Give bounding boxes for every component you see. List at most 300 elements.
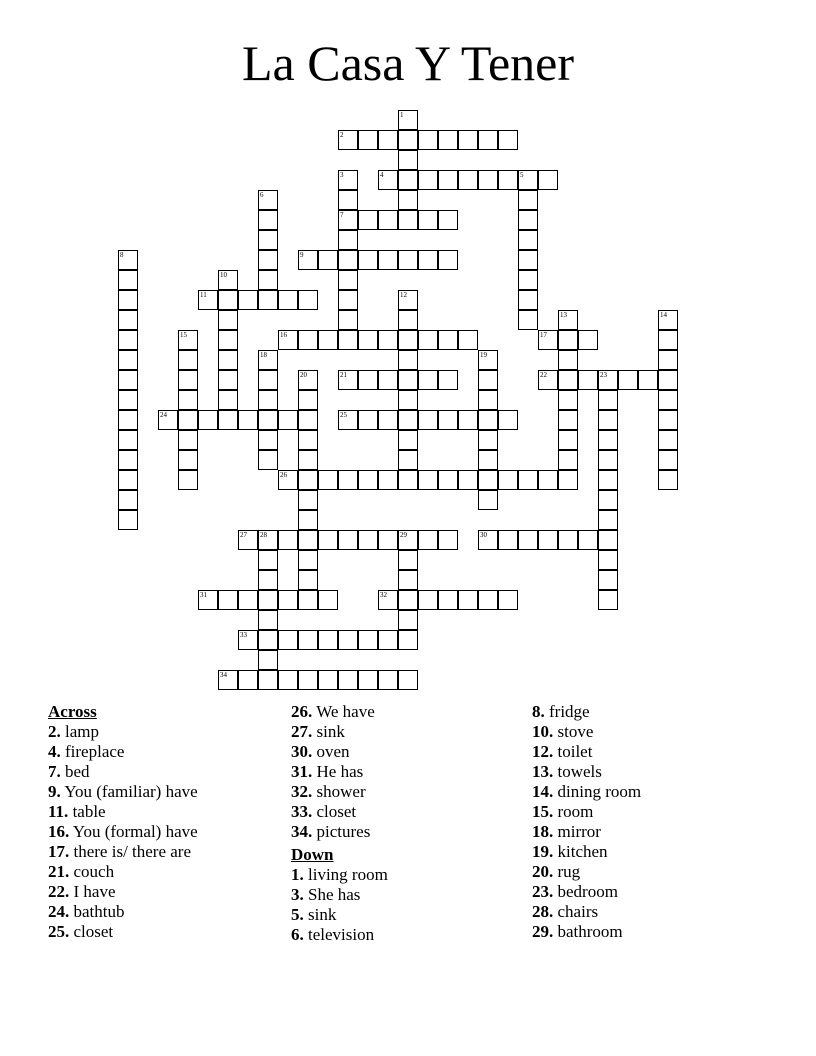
grid-cell[interactable] — [258, 390, 278, 410]
grid-cell[interactable] — [458, 410, 478, 430]
grid-cell[interactable] — [258, 270, 278, 290]
grid-cell[interactable] — [298, 470, 318, 490]
clue-number: 25 — [340, 411, 347, 419]
clue-number: 34 — [220, 671, 227, 679]
grid-cell[interactable] — [358, 530, 378, 550]
grid-cell[interactable] — [358, 410, 378, 430]
grid-cell[interactable] — [258, 530, 278, 550]
grid-cell[interactable] — [298, 490, 318, 510]
grid-cell[interactable] — [598, 530, 618, 550]
grid-cell[interactable] — [458, 330, 478, 350]
grid-cell[interactable] — [338, 410, 358, 430]
clue-number-label: 29. — [532, 922, 554, 941]
grid-cell[interactable] — [298, 330, 318, 350]
grid-cell[interactable] — [398, 550, 418, 570]
grid-cell[interactable] — [258, 190, 278, 210]
grid-cell[interactable] — [118, 290, 138, 310]
grid-cell[interactable] — [378, 530, 398, 550]
grid-cell[interactable] — [258, 290, 278, 310]
grid-cell[interactable] — [298, 450, 318, 470]
clue-number: 9 — [300, 251, 304, 259]
grid-cell[interactable] — [498, 410, 518, 430]
grid-cell[interactable] — [118, 370, 138, 390]
grid-cell[interactable] — [278, 330, 298, 350]
clue-number-label: 25. — [48, 922, 70, 941]
grid-cell[interactable] — [398, 250, 418, 270]
grid-cell[interactable] — [518, 270, 538, 290]
grid-cell[interactable] — [438, 330, 458, 350]
grid-cell[interactable] — [338, 290, 358, 310]
grid-cell[interactable] — [258, 650, 278, 670]
grid-cell[interactable] — [518, 310, 538, 330]
grid-cell[interactable] — [398, 670, 418, 690]
grid-cell[interactable] — [118, 250, 138, 270]
grid-cell[interactable] — [218, 310, 238, 330]
grid-cell[interactable] — [198, 590, 218, 610]
grid-cell[interactable] — [118, 490, 138, 510]
grid-cell[interactable] — [558, 410, 578, 430]
grid-cell[interactable] — [598, 370, 618, 390]
clue-text: stove — [553, 722, 594, 741]
grid-cell[interactable] — [518, 250, 538, 270]
grid-cell[interactable] — [218, 410, 238, 430]
clue-number: 26 — [280, 471, 287, 479]
grid-cell[interactable] — [118, 270, 138, 290]
grid-cell[interactable] — [558, 310, 578, 330]
grid-cell[interactable] — [178, 390, 198, 410]
grid-cell[interactable] — [418, 470, 438, 490]
grid-cell[interactable] — [258, 250, 278, 270]
clue-text: We have — [312, 702, 375, 721]
grid-cell[interactable] — [518, 530, 538, 550]
grid-cell[interactable] — [658, 310, 678, 330]
grid-cell[interactable] — [298, 550, 318, 570]
grid-cell[interactable] — [258, 550, 278, 570]
grid-cell[interactable] — [538, 370, 558, 390]
grid-cell[interactable] — [398, 330, 418, 350]
grid-cell[interactable] — [398, 570, 418, 590]
grid-cell[interactable] — [218, 350, 238, 370]
grid-cell[interactable] — [418, 370, 438, 390]
grid-cell[interactable] — [258, 670, 278, 690]
grid-cell[interactable] — [378, 410, 398, 430]
grid-cell[interactable] — [298, 410, 318, 430]
grid-cell[interactable] — [398, 150, 418, 170]
grid-cell[interactable] — [218, 330, 238, 350]
grid-cell[interactable] — [398, 410, 418, 430]
grid-cell[interactable] — [478, 530, 498, 550]
grid-cell[interactable] — [598, 570, 618, 590]
grid-cell[interactable] — [578, 330, 598, 350]
grid-cell[interactable] — [318, 250, 338, 270]
grid-cell[interactable] — [458, 590, 478, 610]
grid-cell[interactable] — [178, 370, 198, 390]
grid-cell[interactable] — [398, 170, 418, 190]
grid-cell[interactable] — [538, 170, 558, 190]
grid-cell[interactable] — [458, 170, 478, 190]
grid-cell[interactable] — [518, 210, 538, 230]
grid-cell[interactable] — [478, 450, 498, 470]
grid-cell[interactable] — [598, 470, 618, 490]
grid-cell[interactable] — [598, 510, 618, 530]
grid-cell[interactable] — [178, 430, 198, 450]
clue-number: 15 — [180, 331, 187, 339]
grid-cell[interactable] — [298, 370, 318, 390]
grid-cell[interactable] — [398, 130, 418, 150]
grid-cell[interactable] — [418, 130, 438, 150]
grid-cell[interactable] — [478, 390, 498, 410]
grid-cell[interactable] — [218, 590, 238, 610]
grid-cell[interactable] — [338, 210, 358, 230]
clue-number: 1 — [400, 111, 404, 119]
grid-cell[interactable] — [338, 330, 358, 350]
grid-cell[interactable] — [658, 470, 678, 490]
grid-cell[interactable] — [438, 170, 458, 190]
clue-item — [48, 722, 198, 742]
grid-cell[interactable] — [398, 630, 418, 650]
clue-number-label: 8. — [532, 702, 545, 721]
grid-cell[interactable] — [558, 330, 578, 350]
grid-cell[interactable] — [338, 310, 358, 330]
clue-number-label: 13. — [532, 762, 554, 781]
grid-cell[interactable] — [238, 530, 258, 550]
grid-cell[interactable] — [258, 430, 278, 450]
grid-cell[interactable] — [258, 350, 278, 370]
grid-cell[interactable] — [658, 330, 678, 350]
grid-cell[interactable] — [218, 270, 238, 290]
grid-cell[interactable] — [258, 230, 278, 250]
grid-cell[interactable] — [378, 590, 398, 610]
grid-cell[interactable] — [398, 470, 418, 490]
grid-cell[interactable] — [198, 410, 218, 430]
grid-cell[interactable] — [538, 530, 558, 550]
grid-cell[interactable] — [418, 330, 438, 350]
grid-cell[interactable] — [418, 530, 438, 550]
grid-cell[interactable] — [258, 570, 278, 590]
clue-number-label: 15. — [532, 802, 554, 821]
clue-item — [532, 822, 641, 842]
grid-cell[interactable] — [538, 330, 558, 350]
grid-cell[interactable] — [338, 230, 358, 250]
grid-cell[interactable] — [338, 370, 358, 390]
grid-cell[interactable] — [498, 590, 518, 610]
grid-cell[interactable] — [478, 590, 498, 610]
grid-cell[interactable] — [398, 430, 418, 450]
grid-cell[interactable] — [518, 170, 538, 190]
grid-cell[interactable] — [398, 110, 418, 130]
grid-cell[interactable] — [278, 670, 298, 690]
grid-cell[interactable] — [478, 170, 498, 190]
grid-cell[interactable] — [478, 490, 498, 510]
clue-text: bedroom — [553, 882, 618, 901]
grid-cell[interactable] — [398, 370, 418, 390]
grid-cell[interactable] — [118, 470, 138, 490]
grid-cell[interactable] — [118, 410, 138, 430]
grid-cell[interactable] — [218, 670, 238, 690]
grid-cell[interactable] — [178, 350, 198, 370]
grid-cell[interactable] — [298, 670, 318, 690]
grid-cell[interactable] — [358, 630, 378, 650]
grid-cell[interactable] — [558, 370, 578, 390]
grid-cell[interactable] — [238, 410, 258, 430]
grid-cell[interactable] — [358, 370, 378, 390]
grid-cell[interactable] — [658, 370, 678, 390]
grid-cell[interactable] — [438, 210, 458, 230]
clue-number: 7 — [340, 211, 344, 219]
grid-cell[interactable] — [358, 210, 378, 230]
grid-cell[interactable] — [398, 590, 418, 610]
grid-cell[interactable] — [378, 250, 398, 270]
grid-cell[interactable] — [118, 430, 138, 450]
grid-cell[interactable] — [218, 290, 238, 310]
grid-cell[interactable] — [478, 350, 498, 370]
grid-cell[interactable] — [498, 470, 518, 490]
clue-item — [291, 742, 388, 762]
grid-cell[interactable] — [298, 570, 318, 590]
grid-cell[interactable] — [458, 470, 478, 490]
grid-cell[interactable] — [518, 290, 538, 310]
clue-number-label: 32. — [291, 782, 313, 801]
grid-cell[interactable] — [118, 350, 138, 370]
grid-cell[interactable] — [358, 130, 378, 150]
grid-cell[interactable] — [658, 450, 678, 470]
clue-number: 24 — [160, 411, 167, 419]
grid-cell[interactable] — [658, 390, 678, 410]
grid-cell[interactable] — [398, 290, 418, 310]
clue-item — [291, 822, 388, 842]
grid-cell[interactable] — [318, 630, 338, 650]
clue-item — [532, 722, 641, 742]
clue-number-label: 2. — [48, 722, 61, 741]
grid-cell[interactable] — [558, 430, 578, 450]
grid-cell[interactable] — [598, 490, 618, 510]
grid-cell[interactable] — [338, 670, 358, 690]
clue-item — [532, 702, 641, 722]
grid-cell[interactable] — [398, 190, 418, 210]
grid-cell[interactable] — [278, 630, 298, 650]
grid-cell[interactable] — [398, 310, 418, 330]
grid-cell[interactable] — [398, 210, 418, 230]
grid-cell[interactable] — [338, 530, 358, 550]
grid-cell[interactable] — [478, 430, 498, 450]
grid-cell[interactable] — [378, 630, 398, 650]
grid-cell[interactable] — [558, 350, 578, 370]
grid-cell[interactable] — [358, 250, 378, 270]
grid-cell[interactable] — [478, 370, 498, 390]
grid-cell[interactable] — [258, 610, 278, 630]
grid-cell[interactable] — [518, 470, 538, 490]
grid-cell[interactable] — [318, 470, 338, 490]
grid-cell[interactable] — [418, 170, 438, 190]
grid-cell[interactable] — [658, 410, 678, 430]
grid-cell[interactable] — [278, 530, 298, 550]
grid-cell[interactable] — [558, 450, 578, 470]
clue-text: shower — [312, 782, 366, 801]
clue-text: toilet — [553, 742, 593, 761]
grid-cell[interactable] — [178, 470, 198, 490]
grid-cell[interactable] — [278, 410, 298, 430]
grid-cell[interactable] — [238, 590, 258, 610]
grid-cell[interactable] — [658, 430, 678, 450]
grid-cell[interactable] — [378, 470, 398, 490]
grid-cell[interactable] — [378, 370, 398, 390]
grid-cell[interactable] — [598, 410, 618, 430]
grid-cell[interactable] — [378, 170, 398, 190]
down-clue-list-continued — [532, 702, 641, 942]
grid-cell[interactable] — [238, 290, 258, 310]
grid-cell[interactable] — [318, 590, 338, 610]
grid-cell[interactable] — [298, 510, 318, 530]
grid-cell[interactable] — [438, 530, 458, 550]
grid-cell[interactable] — [198, 290, 218, 310]
clue-number-label: 20. — [532, 862, 554, 881]
grid-cell[interactable] — [418, 210, 438, 230]
grid-cell[interactable] — [218, 390, 238, 410]
grid-cell[interactable] — [338, 270, 358, 290]
grid-cell[interactable] — [218, 370, 238, 390]
grid-cell[interactable] — [398, 450, 418, 470]
grid-cell[interactable] — [338, 470, 358, 490]
grid-cell[interactable] — [578, 370, 598, 390]
grid-cell[interactable] — [118, 330, 138, 350]
grid-cell[interactable] — [478, 470, 498, 490]
grid-cell[interactable] — [318, 530, 338, 550]
grid-cell[interactable] — [338, 630, 358, 650]
grid-cell[interactable] — [558, 390, 578, 410]
grid-cell[interactable] — [238, 630, 258, 650]
grid-cell[interactable] — [578, 530, 598, 550]
grid-cell[interactable] — [598, 590, 618, 610]
grid-cell[interactable] — [458, 130, 478, 150]
grid-cell[interactable] — [338, 170, 358, 190]
clue-column-3 — [532, 702, 641, 942]
grid-cell[interactable] — [538, 470, 558, 490]
grid-cell[interactable] — [178, 330, 198, 350]
grid-cell[interactable] — [118, 510, 138, 530]
grid-cell[interactable] — [298, 530, 318, 550]
grid-cell[interactable] — [258, 410, 278, 430]
grid-cell[interactable] — [398, 530, 418, 550]
grid-cell[interactable] — [418, 590, 438, 610]
clue-item — [291, 885, 388, 905]
grid-cell[interactable] — [378, 670, 398, 690]
grid-cell[interactable] — [298, 290, 318, 310]
grid-cell[interactable] — [338, 130, 358, 150]
clue-number: 6 — [260, 191, 264, 199]
clue-number: 8 — [120, 251, 124, 259]
clue-text: closet — [312, 802, 357, 821]
grid-cell[interactable] — [358, 330, 378, 350]
clue-text: sink — [303, 905, 337, 924]
clue-item — [291, 762, 388, 782]
grid-cell[interactable] — [598, 430, 618, 450]
grid-cell[interactable] — [418, 410, 438, 430]
clue-item — [532, 782, 641, 802]
grid-cell[interactable] — [498, 170, 518, 190]
grid-cell[interactable] — [438, 370, 458, 390]
grid-cell[interactable] — [258, 210, 278, 230]
grid-cell[interactable] — [478, 130, 498, 150]
grid-cell[interactable] — [378, 330, 398, 350]
grid-cell[interactable] — [258, 590, 278, 610]
grid-cell[interactable] — [438, 250, 458, 270]
grid-cell[interactable] — [178, 410, 198, 430]
clue-item — [532, 742, 641, 762]
grid-cell[interactable] — [638, 370, 658, 390]
grid-cell[interactable] — [298, 430, 318, 450]
grid-cell[interactable] — [498, 530, 518, 550]
grid-cell[interactable] — [478, 410, 498, 430]
clue-column-1 — [48, 702, 198, 942]
clue-number: 18 — [260, 351, 267, 359]
clue-number: 12 — [400, 291, 407, 299]
grid-cell[interactable] — [358, 670, 378, 690]
clue-number: 19 — [480, 351, 487, 359]
grid-cell[interactable] — [558, 530, 578, 550]
grid-cell[interactable] — [598, 450, 618, 470]
grid-cell[interactable] — [398, 390, 418, 410]
clue-item — [532, 842, 641, 862]
grid-cell[interactable] — [598, 390, 618, 410]
grid-cell[interactable] — [618, 370, 638, 390]
clue-item — [291, 702, 388, 722]
grid-cell[interactable] — [438, 410, 458, 430]
grid-cell[interactable] — [378, 210, 398, 230]
clue-number: 30 — [480, 531, 487, 539]
grid-cell[interactable] — [258, 370, 278, 390]
grid-cell[interactable] — [118, 390, 138, 410]
grid-cell[interactable] — [438, 590, 458, 610]
grid-cell[interactable] — [598, 550, 618, 570]
grid-cell[interactable] — [398, 610, 418, 630]
grid-cell[interactable] — [158, 410, 178, 430]
clue-number-label: 23. — [532, 882, 554, 901]
grid-cell[interactable] — [398, 350, 418, 370]
grid-cell[interactable] — [438, 470, 458, 490]
clue-number: 16 — [280, 331, 287, 339]
grid-cell[interactable] — [118, 310, 138, 330]
grid-cell[interactable] — [318, 670, 338, 690]
grid-cell[interactable] — [298, 630, 318, 650]
grid-cell[interactable] — [278, 470, 298, 490]
grid-cell[interactable] — [378, 130, 398, 150]
grid-cell[interactable] — [298, 250, 318, 270]
grid-cell[interactable] — [298, 590, 318, 610]
grid-cell[interactable] — [318, 330, 338, 350]
grid-cell[interactable] — [118, 450, 138, 470]
grid-cell[interactable] — [338, 190, 358, 210]
grid-cell[interactable] — [338, 250, 358, 270]
grid-cell[interactable] — [278, 290, 298, 310]
grid-cell[interactable] — [258, 450, 278, 470]
grid-cell[interactable] — [418, 250, 438, 270]
grid-cell[interactable] — [558, 470, 578, 490]
clue-number: 28 — [260, 531, 267, 539]
grid-cell[interactable] — [358, 470, 378, 490]
grid-cell[interactable] — [298, 390, 318, 410]
grid-cell[interactable] — [178, 450, 198, 470]
grid-cell[interactable] — [518, 190, 538, 210]
grid-cell[interactable] — [238, 670, 258, 690]
clue-item — [532, 882, 641, 902]
grid-cell[interactable] — [518, 230, 538, 250]
grid-cell[interactable] — [278, 590, 298, 610]
clue-item — [532, 802, 641, 822]
grid-cell[interactable] — [258, 630, 278, 650]
grid-cell[interactable] — [438, 130, 458, 150]
grid-cell[interactable] — [498, 130, 518, 150]
grid-cell[interactable] — [658, 350, 678, 370]
